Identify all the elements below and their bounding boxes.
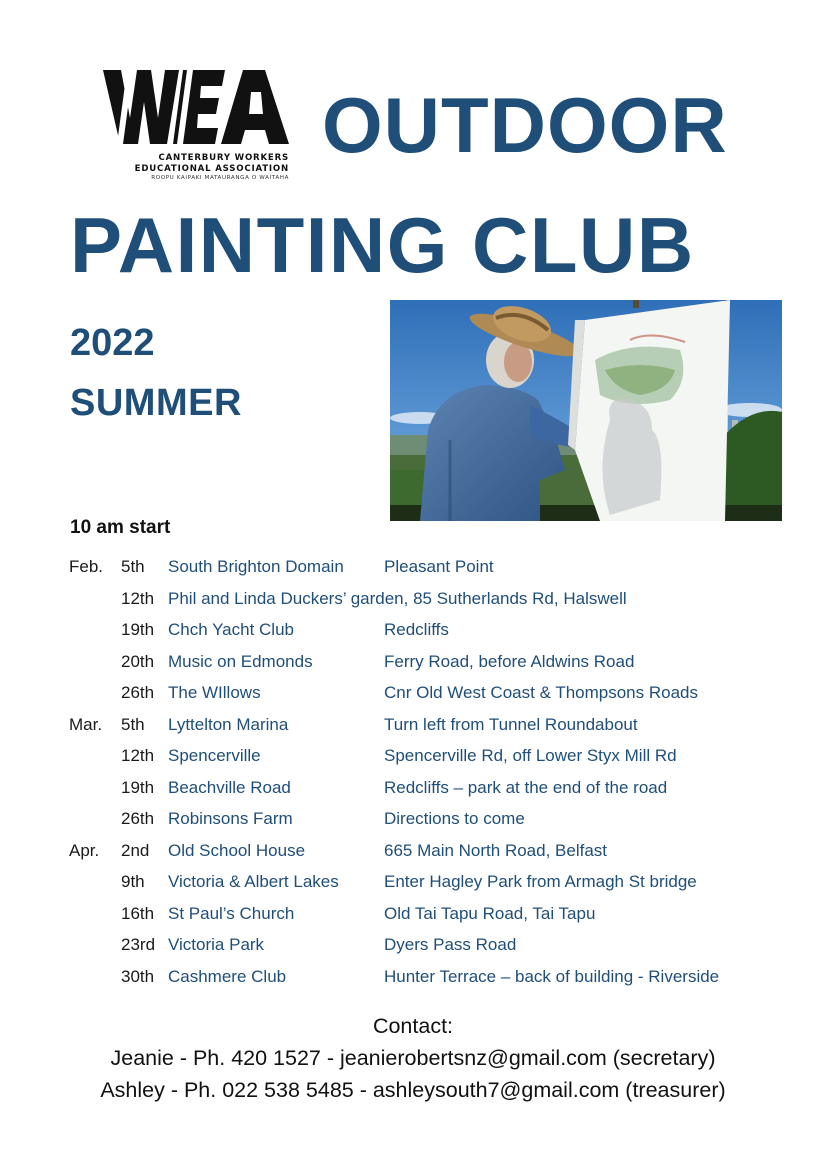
schedule-venue: Victoria & Albert Lakes (168, 872, 339, 891)
schedule-row (0, 679, 826, 711)
schedule-venue: Cashmere Club (168, 966, 287, 986)
contact-line-treasurer: Ashley - Ph. 022 538 5485 - ashleysouth7@gmail.com (treasurer) (100, 1078, 726, 1102)
schedule-day: 2nd (121, 840, 150, 860)
title-line1: OUTDOOR (322, 81, 728, 169)
schedule-day: 19th (121, 777, 155, 797)
start-time: 10 am start (70, 517, 171, 538)
schedule-month: Feb. (69, 557, 104, 576)
schedule-venue: Robinsons Farm (168, 809, 293, 828)
schedule-list (0, 553, 826, 994)
schedule-row (0, 900, 826, 932)
schedule-directions: Dyers Pass Road (384, 935, 517, 954)
schedule-directions: 665 Main North Road, Belfast (384, 840, 608, 860)
schedule-venue: The WIllows (168, 683, 261, 702)
schedule-day: 12th (121, 588, 155, 608)
season-heading: SUMMER (70, 382, 242, 424)
logo-maori-name: ROOPU KAIPAKI MATAURANGA O WAITAHA (151, 175, 289, 181)
schedule-venue: Beachville Road (168, 777, 291, 797)
contact-line-secretary: Jeanie - Ph. 420 1527 - jeanierobertsnz@gmail.com (secretary) (110, 1046, 716, 1070)
schedule-month: Apr. (69, 840, 100, 860)
painter-at-easel-photo (390, 300, 782, 521)
schedule-row (0, 837, 826, 869)
schedule-venue: Chch Yacht Club (168, 620, 294, 639)
schedule-row (0, 585, 826, 617)
schedule-venue: South Brighton Domain (168, 557, 344, 576)
schedule-directions: Directions to come (384, 809, 525, 828)
contact-heading: Contact: (372, 1014, 454, 1038)
logo-org-name-line2: EDUCATIONAL ASSOCIATION (134, 164, 289, 174)
schedule-directions: Redcliffs – park at the end of the road (384, 777, 668, 797)
schedule-directions: Enter Hagley Park from Armagh St bridge (384, 872, 697, 891)
schedule-row (0, 805, 826, 837)
schedule-row (0, 868, 826, 900)
schedule-row (0, 648, 826, 680)
schedule-venue: Victoria Park (168, 935, 265, 954)
schedule-day: 5th (121, 557, 145, 576)
schedule-venue: St Paul’s Church (168, 903, 295, 923)
schedule-directions: Old Tai Tapu Road, Tai Tapu (384, 903, 596, 923)
contact-block (0, 1010, 826, 1106)
schedule-venue: Phil and Linda Duckers’ garden, 85 Sutherlands Rd, Halswell (168, 588, 627, 608)
schedule-directions: Redcliffs (384, 620, 449, 639)
schedule-day: 30th (121, 966, 155, 986)
schedule-row (0, 553, 826, 585)
schedule-row (0, 774, 826, 806)
year-heading: 2022 (70, 322, 155, 364)
schedule-directions: Turn left from Tunnel Roundabout (384, 714, 638, 734)
schedule-day: 26th (121, 683, 155, 702)
schedule-day: 9th (121, 872, 145, 891)
schedule-day: 26th (121, 809, 155, 828)
schedule-day: 20th (121, 651, 155, 671)
schedule-row (0, 742, 826, 774)
schedule-venue: Spencerville (168, 746, 261, 765)
schedule-venue: Old School House (168, 840, 306, 860)
schedule-day: 5th (121, 714, 145, 734)
wea-logo-mark (103, 70, 293, 150)
schedule-row (0, 931, 826, 963)
title-line2: PAINTING CLUB (70, 201, 695, 289)
logo-org-name-line1: CANTERBURY WORKERS (158, 153, 289, 163)
schedule-day: 12th (121, 746, 155, 765)
wea-logo (103, 70, 293, 185)
schedule-day: 23rd (121, 935, 156, 954)
schedule-venue: Lyttelton Marina (168, 714, 289, 734)
schedule-directions: Pleasant Point (384, 557, 494, 576)
schedule-day: 19th (121, 620, 155, 639)
schedule-row (0, 963, 826, 995)
schedule-month: Mar. (69, 714, 103, 734)
schedule-directions: Hunter Terrace – back of building - Riverside (384, 966, 720, 986)
schedule-directions: Spencerville Rd, off Lower Styx Mill Rd (384, 746, 677, 765)
schedule-directions: Cnr Old West Coast & Thompsons Roads (384, 683, 699, 702)
schedule-venue: Music on Edmonds (168, 651, 313, 671)
schedule-directions: Ferry Road, before Aldwins Road (384, 651, 635, 671)
schedule-row (0, 616, 826, 648)
schedule-day: 16th (121, 903, 155, 923)
schedule-row (0, 711, 826, 743)
